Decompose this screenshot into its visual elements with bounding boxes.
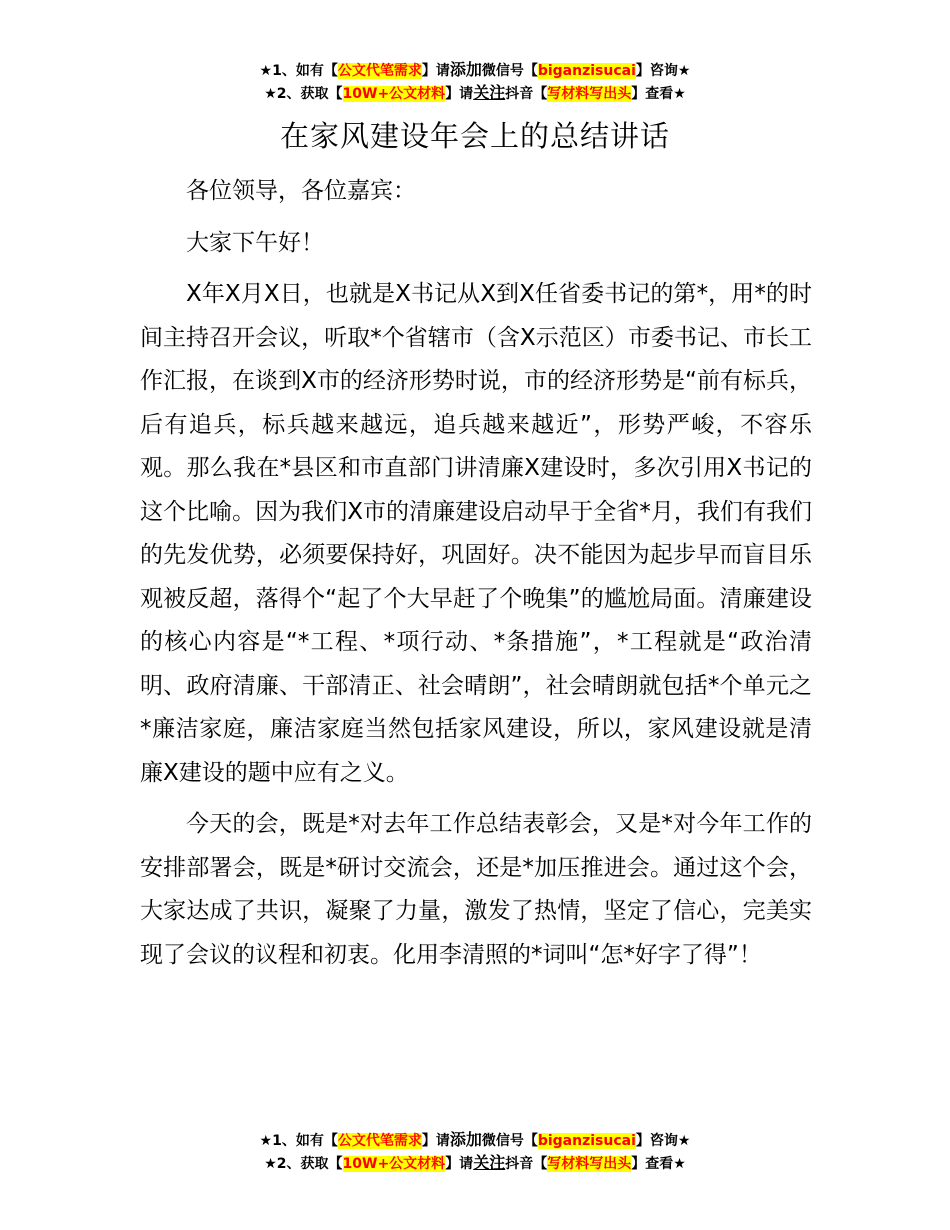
highlight-materials: 10W+公文材料	[342, 1156, 446, 1172]
greeting: 大家下午好！	[186, 229, 324, 256]
banner-text: 微信号【	[481, 1133, 538, 1149]
banner-emphasis: 关注	[473, 1153, 506, 1172]
banner-line-2	[0, 1152, 950, 1175]
highlight-douyin-id: 写材料写出头	[547, 86, 632, 102]
banner-emphasis: 关注	[473, 83, 506, 102]
banner-text: 】请	[421, 63, 450, 79]
banner-line-2	[0, 82, 950, 105]
banner-text: ★2、获取【	[264, 1156, 343, 1172]
banner-text: 】查看★	[631, 1156, 686, 1172]
body-paragraph-2: 今天的会，既是*对去年工作总结表彰会，又是*对今年工作的安排部署会，既是*研讨交流会，还是*加压推进会。通过这个会，大家达成了共识，凝聚了力量，激发了热情，坚定了信心，完美实现了会议的议程和初衷。化用李清照的*词叫“怎*好字了得”！	[140, 811, 812, 968]
highlight-wechat-id: biganzisucai	[537, 63, 636, 79]
banner-line-1	[0, 59, 950, 82]
banner-text: 】请	[445, 1156, 474, 1172]
banner-emphasis: 添加	[449, 60, 482, 79]
highlight-materials: 10W+公文材料	[342, 86, 446, 102]
body-paragraph-1: X年X月X日，也就是X书记从X到X任省委书记的第*，用*的时间主持召开会议，听取*个省辖市（含X示范区）市委书记、市长工作汇报，在谈到X市的经济形势时说，市的经济形势是“前有标兵，后有追兵，标兵越来越远，追兵越来越近”，形势严峻，不容乐观。那么我在*县区和市直部门讲清廉X建设时，多次引用X书记的这个比喻。因为我们X市的清廉建设启动早于全省*月，我们有我们的先发优势，必须要保持好，巩固好。决不能因为起步早而盲目乐观被反超，落得个“起了个大早赶了个晚集”的尴尬局面。清廉建设的核心内容是“*工程、*项行动、*条措施”，*工程就是“政治清明、政府清廉、干部清正、社会晴朗”，社会晴朗就包括*个单元之*廉洁家庭，廉洁家庭当然包括家风建设，所以，家风建设就是清廉X建设的题中应有之义。	[140, 281, 812, 786]
document-title: 在家风建设年会上的总结讲话	[279, 119, 670, 153]
highlight-douyin-id: 写材料写出头	[547, 1156, 632, 1172]
header-banner	[0, 59, 950, 105]
banner-text: 】咨询★	[635, 63, 691, 79]
footer-banner	[0, 1129, 950, 1175]
banner-text: 】请	[421, 1133, 450, 1149]
banner-emphasis: 添加	[449, 1130, 482, 1149]
banner-text: 抖音【	[505, 86, 548, 102]
banner-text: 抖音【	[505, 1156, 548, 1172]
banner-text: 】查看★	[631, 86, 686, 102]
highlight-writing-service: 公文代笔需求	[337, 1133, 422, 1149]
banner-text: ★2、获取【	[264, 86, 343, 102]
banner-text: ★1、如有【	[259, 1133, 338, 1149]
banner-text: 】请	[445, 86, 474, 102]
highlight-wechat-id: biganzisucai	[537, 1133, 636, 1149]
document-body	[140, 170, 812, 985]
highlight-writing-service: 公文代笔需求	[337, 63, 422, 79]
banner-text: 微信号【	[481, 63, 538, 79]
banner-line-1	[0, 1129, 950, 1152]
banner-text: 】咨询★	[635, 1133, 691, 1149]
salutation: 各位领导，各位嘉宾：	[186, 178, 416, 204]
banner-text: ★1、如有【	[259, 63, 338, 79]
